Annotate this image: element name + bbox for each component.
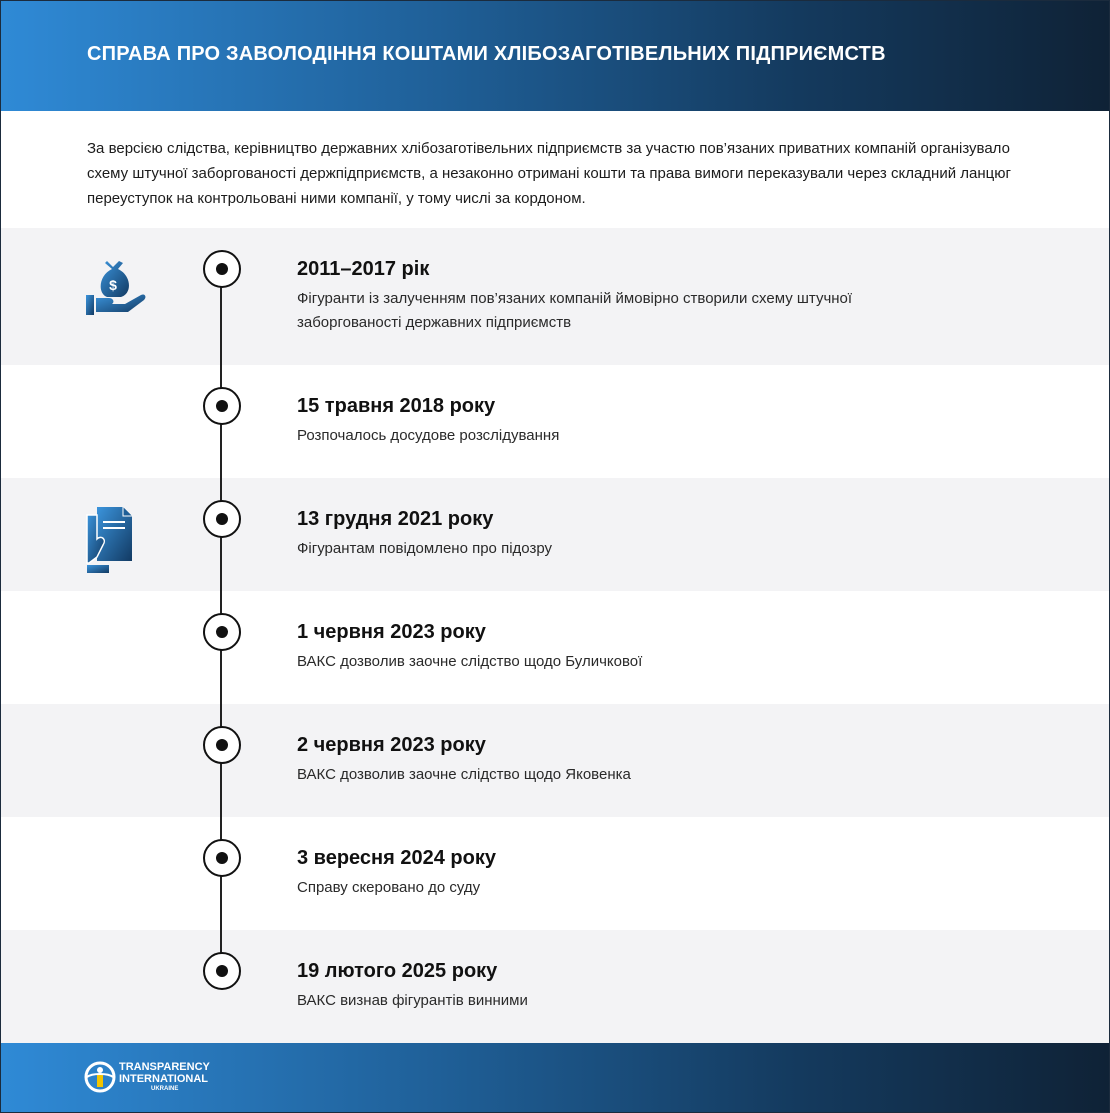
timeline-item	[1, 591, 1109, 704]
timeline-item	[1, 365, 1109, 478]
timeline-node	[203, 839, 241, 877]
timeline-description: Розпочалось досудове розслідування	[297, 427, 560, 444]
timeline-date: 15 травня 2018 року	[297, 395, 496, 417]
transparency-international-logo-icon	[84, 1061, 116, 1093]
logo-line3: UKRAINE	[151, 1086, 179, 1092]
hand-document-icon	[85, 505, 135, 575]
timeline-node	[203, 387, 241, 425]
timeline-description: ВАКС визнав фігурантів винними	[297, 992, 528, 1009]
timeline-date: 13 грудня 2021 року	[297, 508, 494, 530]
intro-paragraph: За версією слідства, керівництво державних хлібозаготівельних підприємств за участю пов’язаних приватних компаній організувало схему штучної заборгованості держпідприємств, а незаконно отримані кошти та права вимоги переказували через складний ланцюг переуступок на контрольовані ними компанії, у тому числі за кордоном.	[87, 140, 1011, 207]
timeline-item	[1, 817, 1109, 930]
timeline-description: Справу скеровано до суду	[297, 879, 481, 896]
logo-wordmark	[119, 1061, 210, 1093]
timeline-item	[1, 930, 1109, 1043]
logo-line1: TRANSPARENCY	[119, 1061, 210, 1073]
timeline-date: 2011–2017 рік	[297, 258, 430, 280]
timeline-node	[203, 500, 241, 538]
footer-banner	[1, 1043, 1109, 1112]
money-bag-hand-icon	[85, 255, 147, 317]
timeline-item	[1, 478, 1109, 591]
header-banner	[1, 1, 1109, 111]
timeline-item	[1, 228, 1109, 365]
timeline-description: ВАКС дозволив заочне слідство щодо Буличкової	[297, 653, 643, 670]
timeline-node	[203, 726, 241, 764]
timeline-description: Фігурантам повідомлено про підозру	[297, 540, 552, 557]
timeline	[1, 228, 1109, 1043]
timeline-description: Фігуранти із залученням пов’язаних компаній ймовірно створили схему штучної заборгованості державних підприємств	[297, 290, 853, 331]
svg-text:$: $	[109, 277, 117, 293]
timeline-node	[203, 952, 241, 990]
timeline-date: 3 вересня 2024 року	[297, 847, 496, 869]
timeline-date: 19 лютого 2025 року	[297, 960, 498, 982]
page-title: СПРАВА ПРО ЗАВОЛОДІННЯ КОШТАМИ ХЛІБОЗАГОТІВЕЛЬНИХ ПІДПРИЄМСТВ	[87, 43, 886, 65]
timeline-node	[203, 250, 241, 288]
timeline-description: ВАКС дозволив заочне слідство щодо Яковенка	[297, 766, 631, 783]
logo-line2: INTERNATIONAL	[119, 1073, 209, 1085]
timeline-item	[1, 704, 1109, 817]
timeline-date: 1 червня 2023 року	[297, 621, 486, 643]
timeline-node	[203, 613, 241, 651]
timeline-date: 2 червня 2023 року	[297, 734, 486, 756]
